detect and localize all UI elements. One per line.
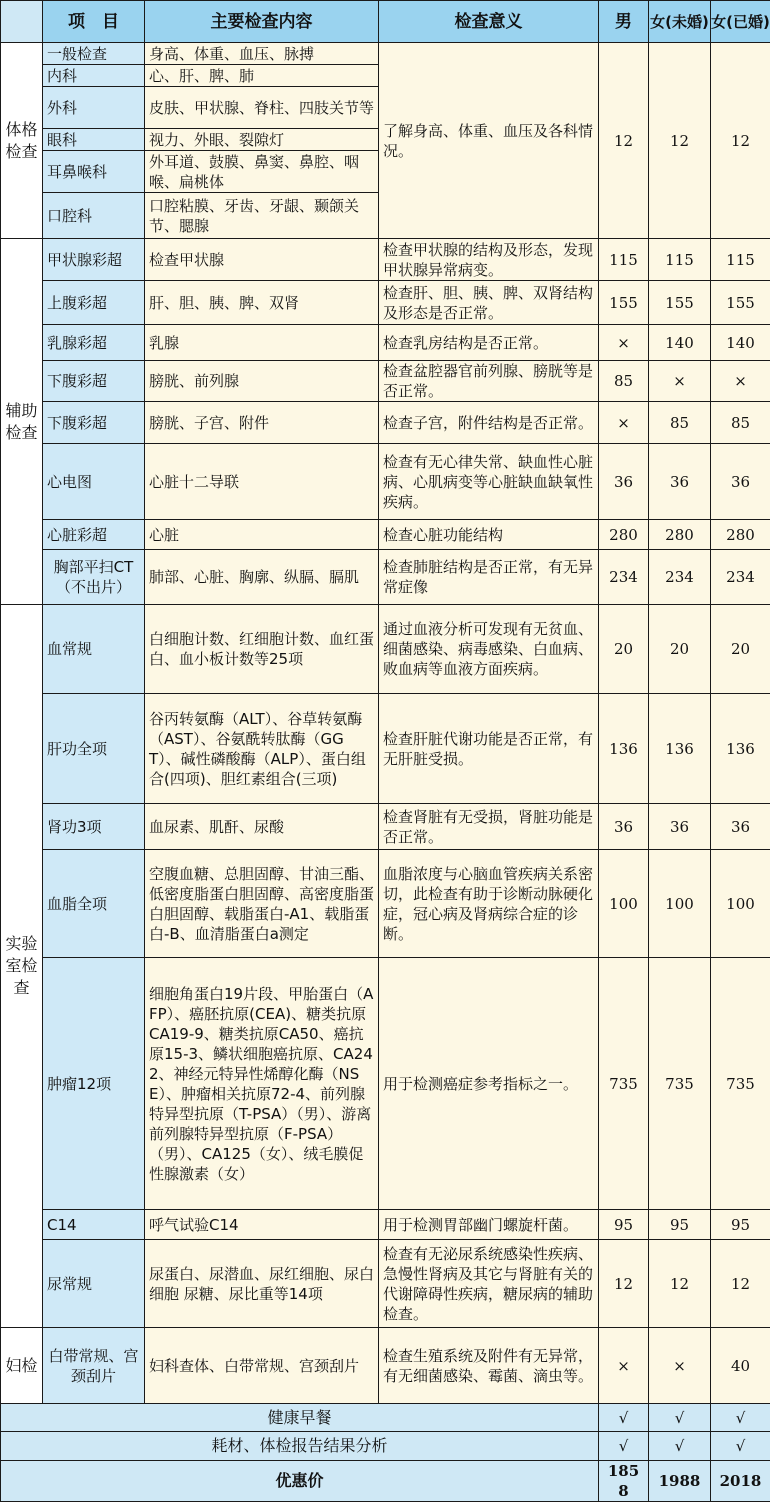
price-male: 36 (599, 444, 649, 520)
table-row (1, 694, 770, 804)
item-cell: 上腹彩超 (43, 281, 145, 325)
item-cell: 血常规 (43, 605, 145, 694)
content-cell: 白细胞计数、红细胞计数、血红蛋白、血小板计数等25项 (145, 605, 379, 694)
meaning-cell: 用于检测胃部幽门螺旋杆菌。 (379, 1210, 599, 1240)
table-row (1, 850, 770, 958)
item-cell: 外科 (43, 87, 145, 129)
content-cell: 膀胱、前列腺 (145, 361, 379, 402)
price-female-married: 136 (711, 694, 770, 804)
price-female-married: 85 (711, 402, 770, 444)
meaning-cell: 检查肝、胆、胰、脾、双肾结构及形态是否正常。 (379, 281, 599, 325)
meaning-cell: 通过血液分析可发现有无贫血、细菌感染、病毒感染、白血病、败血病等血液方面疾病。 (379, 605, 599, 694)
price-female-married: × (711, 361, 770, 402)
price-female-married: 280 (711, 520, 770, 550)
item-cell: 下腹彩超 (43, 402, 145, 444)
price-female-unmarried: 20 (649, 605, 711, 694)
header-item: 项 目 (43, 1, 145, 43)
category-gyn: 妇检 (1, 1328, 43, 1404)
meaning-cell: 血脂浓度与心脑血管疾病关系密切，此检查有助于诊断动脉硬化症，冠心病及肾病综合症的诊断。 (379, 850, 599, 958)
meaning-cell: 检查肺脏结构是否正常，有无异常症像 (379, 550, 599, 605)
price-female-married: 12 (711, 1240, 770, 1328)
content-cell: 检查甲状腺 (145, 239, 379, 281)
price-female-unmarried: 155 (649, 281, 711, 325)
meaning-cell: 检查甲状腺的结构及形态，发现甲状腺异常病变。 (379, 239, 599, 281)
price-female-married: 36 (711, 804, 770, 850)
item-cell: 内科 (43, 65, 145, 87)
check-female-married: √ (711, 1432, 770, 1461)
meaning-cell: 检查乳房结构是否正常。 (379, 325, 599, 361)
item-cell: 胸部平扫CT（不出片） (43, 550, 145, 605)
price-male: 155 (599, 281, 649, 325)
price-male: 136 (599, 694, 649, 804)
price-male: 12 (599, 43, 649, 239)
content-cell: 谷丙转氨酶（ALT）、谷草转氨酶（AST）、谷氨酰转肽酶（GGT）、碱性磷酸酶（ALP）、蛋白组合(四项)、胆红素组合(三项) (145, 694, 379, 804)
check-male: √ (599, 1404, 649, 1432)
content-cell: 空腹血糖、总胆固醇、甘油三酯、低密度脂蛋白胆固醇、高密度脂蛋白胆固醇、载脂蛋白-A1、载脂蛋白-B、血清脂蛋白a测定 (145, 850, 379, 958)
price-female-unmarried: × (649, 1328, 711, 1404)
meaning-cell: 检查有无心律失常、缺血性心脏病、心肌病变等心脏缺血缺氧性疾病。 (379, 444, 599, 520)
price-female-unmarried: 280 (649, 520, 711, 550)
price-male: 100 (599, 850, 649, 958)
meaning-cell: 检查有无泌尿系统感染性疾病、急慢性肾病及其它与肾脏有关的代谢障碍性疾病，糖尿病的辅助检查。 (379, 1240, 599, 1328)
meaning-cell: 检查肝脏代谢功能是否正常，有无肝脏受损。 (379, 694, 599, 804)
content-cell: 膀胱、子宫、附件 (145, 402, 379, 444)
header-female-unmarried: 女(未婚) (649, 1, 711, 43)
price-female-unmarried: 115 (649, 239, 711, 281)
content-cell: 心脏十二导联 (145, 444, 379, 520)
table-row (1, 804, 770, 850)
content-cell: 呼气试验C14 (145, 1210, 379, 1240)
price-male: × (599, 325, 649, 361)
price-male: 85 (599, 361, 649, 402)
total-female-unmarried: 1988 (649, 1461, 711, 1502)
item-cell: 肿瘤12项 (43, 958, 145, 1210)
price-female-unmarried: 140 (649, 325, 711, 361)
header-female-married: 女(已婚) (711, 1, 770, 43)
header-row (1, 1, 770, 43)
total-female-married: 2018 (711, 1461, 770, 1502)
price-male: × (599, 402, 649, 444)
price-male: 95 (599, 1210, 649, 1240)
item-cell: 一般检查 (43, 43, 145, 65)
price-male: 234 (599, 550, 649, 605)
item-cell: 心电图 (43, 444, 145, 520)
header-blank (1, 1, 43, 43)
table-row (1, 444, 770, 520)
meaning-cell: 检查心脏功能结构 (379, 520, 599, 550)
price-female-unmarried: 36 (649, 444, 711, 520)
meaning-cell: 检查肾脏有无受损，肾脏功能是否正常。 (379, 804, 599, 850)
check-female-married: √ (711, 1404, 770, 1432)
meaning-cell: 用于检测癌症参考指标之一。 (379, 958, 599, 1210)
item-cell: 肾功3项 (43, 804, 145, 850)
item-cell: 白带常规、宫颈刮片 (43, 1328, 145, 1404)
content-cell: 身高、体重、血压、脉搏 (145, 43, 379, 65)
price-female-unmarried: 85 (649, 402, 711, 444)
category-auxiliary: 辅助检查 (1, 239, 43, 605)
price-female-unmarried: 234 (649, 550, 711, 605)
header-content: 主要检查内容 (145, 1, 379, 43)
price-female-married: 115 (711, 239, 770, 281)
price-label: 优惠价 (1, 1461, 599, 1502)
price-male: 36 (599, 804, 649, 850)
item-cell: 心脏彩超 (43, 520, 145, 550)
price-female-married: 95 (711, 1210, 770, 1240)
content-cell: 视力、外眼、裂隙灯 (145, 129, 379, 151)
price-female-married: 735 (711, 958, 770, 1210)
price-female-married: 140 (711, 325, 770, 361)
item-cell: 下腹彩超 (43, 361, 145, 402)
content-cell: 皮肤、甲状腺、脊柱、四肢关节等 (145, 87, 379, 129)
table-row (1, 520, 770, 550)
meaning-cell: 检查生殖系统及附件有无异常，有无细菌感染、霉菌、滴虫等。 (379, 1328, 599, 1404)
content-cell: 肺部、心脏、胸廓、纵膈、膈肌 (145, 550, 379, 605)
table-row (1, 361, 770, 402)
check-female-unmarried: √ (649, 1404, 711, 1432)
content-cell: 外耳道、鼓膜、鼻窦、鼻腔、咽喉、扁桃体 (145, 151, 379, 193)
table-row (1, 43, 770, 65)
price-female-married: 100 (711, 850, 770, 958)
item-cell: 肝功全项 (43, 694, 145, 804)
item-cell: 甲状腺彩超 (43, 239, 145, 281)
item-cell: 耳鼻喉科 (43, 151, 145, 193)
content-cell: 心脏 (145, 520, 379, 550)
table-row (1, 550, 770, 605)
table-row (1, 239, 770, 281)
meaning-cell: 检查盆腔器官前列腺、膀胱等是否正常。 (379, 361, 599, 402)
table-row (1, 1240, 770, 1328)
content-cell: 血尿素、肌酐、尿酸 (145, 804, 379, 850)
content-cell: 妇科查体、白带常规、宫颈刮片 (145, 1328, 379, 1404)
price-male: 20 (599, 605, 649, 694)
category-physical: 体格检查 (1, 43, 43, 239)
meaning-cell: 检查子宫，附件结构是否正常。 (379, 402, 599, 444)
item-cell: 乳腺彩超 (43, 325, 145, 361)
footer-label: 健康早餐 (1, 1404, 599, 1432)
item-cell: 血脂全项 (43, 850, 145, 958)
price-female-unmarried: 735 (649, 958, 711, 1210)
price-male: 735 (599, 958, 649, 1210)
price-female-unmarried: 136 (649, 694, 711, 804)
content-cell: 口腔粘膜、牙齿、牙龈、颞颌关节、腮腺 (145, 193, 379, 239)
price-male: 115 (599, 239, 649, 281)
price-male: × (599, 1328, 649, 1404)
check-female-unmarried: √ (649, 1432, 711, 1461)
price-male: 280 (599, 520, 649, 550)
price-female-unmarried: 36 (649, 804, 711, 850)
total-male: 1858 (599, 1461, 649, 1502)
table-row (1, 402, 770, 444)
price-female-unmarried: 12 (649, 1240, 711, 1328)
item-cell: 眼科 (43, 129, 145, 151)
table-row (1, 325, 770, 361)
check-male: √ (599, 1432, 649, 1461)
price-female-married: 36 (711, 444, 770, 520)
header-meaning: 检查意义 (379, 1, 599, 43)
table-row (1, 605, 770, 694)
meaning-cell: 了解身高、体重、血压及各科情况。 (379, 43, 599, 239)
footer-row-price (1, 1461, 770, 1502)
price-female-married: 155 (711, 281, 770, 325)
header-male: 男 (599, 1, 649, 43)
content-cell: 细胞角蛋白19片段、甲胎蛋白（AFP）、癌胚抗原(CEA)、糖类抗原CA19-9、糖类抗原CA50、癌抗原15-3、鳞状细胞癌抗原、CA242、神经元特异性烯醇化酶（NSE）、肿瘤相关抗原72-4、前列腺特异型抗原（T-PSA）（男）、游离前列腺特异型抗原（F-PSA）（男）、CA125（女）、绒毛膜促性腺激素（女） (145, 958, 379, 1210)
item-cell: 尿常规 (43, 1240, 145, 1328)
price-female-unmarried: 12 (649, 43, 711, 239)
price-female-married: 12 (711, 43, 770, 239)
table-row (1, 281, 770, 325)
price-female-married: 40 (711, 1328, 770, 1404)
table-row (1, 958, 770, 1210)
content-cell: 乳腺 (145, 325, 379, 361)
price-female-unmarried: 100 (649, 850, 711, 958)
category-lab: 实验室检查 (1, 605, 43, 1328)
footer-label: 耗材、体检报告结果分析 (1, 1432, 599, 1461)
content-cell: 心、肝、脾、肺 (145, 65, 379, 87)
table-row (1, 1210, 770, 1240)
item-cell: 口腔科 (43, 193, 145, 239)
item-cell: C14 (43, 1210, 145, 1240)
footer-row-materials (1, 1432, 770, 1461)
table-row (1, 1328, 770, 1404)
content-cell: 尿蛋白、尿潜血、尿红细胞、尿白细胞 尿糖、尿比重等14项 (145, 1240, 379, 1328)
price-female-married: 234 (711, 550, 770, 605)
footer-row-breakfast (1, 1404, 770, 1432)
price-female-unmarried: × (649, 361, 711, 402)
price-female-married: 20 (711, 605, 770, 694)
content-cell: 肝、胆、胰、脾、双肾 (145, 281, 379, 325)
price-female-unmarried: 95 (649, 1210, 711, 1240)
price-male: 12 (599, 1240, 649, 1328)
